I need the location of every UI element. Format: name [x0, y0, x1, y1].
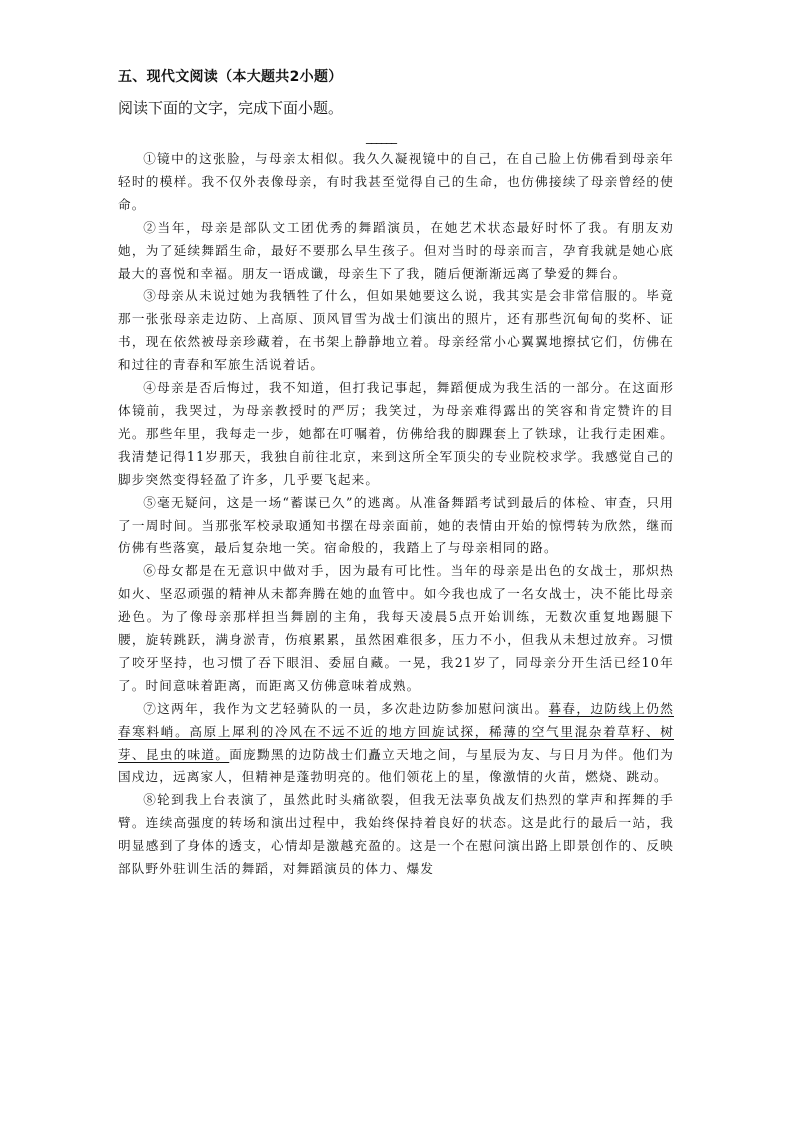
- paragraph-5: ⑤毫无疑问，这是一场“蓄谋已久”的逃离。从准备舞蹈考试到最后的体检、审查，只用了一周时间。当那张军校录取通知书摆在母亲面前，她的表情由开始的惊愕转为欣然，继而仿佛有些落寞，最后复杂地一笑。宿命般的，我踏上了与母亲相同的路。: [118, 494, 674, 556]
- paragraph-2: ②当年，母亲是部队文工团优秀的舞蹈演员，在她艺术状态最好时怀了我。有朋友劝她，为了延续舞蹈生命，最好不要那么早生孩子。但对当时的母亲而言，孕育我就是她心底最大的喜悦和幸福。朋友一语成谶，母亲生下了我，随后便渐渐远离了挚爱的舞台。: [118, 219, 674, 281]
- underlined-passage: 暮春，边防线上仍然春寒料峭。高原上犀利的冷风在不远不近的地方回旋试探，稀薄的空气里混杂着草籽、树芽、昆虫的味道。: [118, 700, 674, 762]
- reading-instruction: 阅读下面的文字，完成下面小题。: [118, 99, 344, 117]
- paragraph-1: ①镜中的这张脸，与母亲太相似。我久久凝视镜中的自己，在自己脸上仿佛看到母亲年轻时的模样。我不仅外表像母亲，有时我甚至觉得自己的生命，也仿佛接续了母亲曾经的使命。: [118, 151, 674, 212]
- paragraph-8: ⑧轮到我上台表演了，虽然此时头痛欲裂，但我无法辜负战友们热烈的掌声和挥舞的手臂。连续高强度的转场和演出过程中，我始终保持着良好的状态。这是此行的最后一站，我明显感到了身体的透支，心情却是激越充盈的。这是一个在慰问演出路上即景创作的、反映部队野外驻训生活的舞蹈，对舞蹈演员的体力、爆发: [118, 792, 674, 877]
- article-title-blank: ______: [366, 130, 396, 144]
- paragraph-6: ⑥母女都是在无意识中做对手，因为最有可比性。当年的母亲是出色的女战士，那炽热如火、坚忍顽强的精神从未都奔腾在她的血管中。如今我也成了一名女战士，决不能比母亲逊色。为了像母亲那样担当舞剧的主角，我每天凌晨5点开始训练，无数次重复地踢腿下腰，旋转跳跃，满身淤青，伤痕累累，虽然困难很多，压力不小，但我从未想过放弃。习惯了咬牙坚持，也习惯了吞下眼泪、委屈自藏。一晃，我21岁了，同母亲分开生活已经10年了。时间意味着距离，而距离又仿佛意味着成熟。: [118, 563, 674, 693]
- paragraph-7: [118, 698, 674, 790]
- paragraph-3: ③母亲从未说过她为我牺牲了什么，但如果她要这么说，我其实是会非常信服的。毕竟那一张张母亲走边防、上高原、顶风冒雪为战士们演出的照片，还有那些沉甸甸的奖杯、证书，现在依然被母亲珍藏着，在书架上静静地立着。母亲经常小心翼翼地擦拭它们，仿佛在和过往的青春和军旅生活说着话。: [118, 288, 674, 373]
- paragraph-4: ④母亲是否后悔过，我不知道，但打我记事起，舞蹈便成为我生活的一部分。在这面形体镜前，我哭过，为母亲教授时的严厉；我笑过，为母亲难得露出的笑容和肯定赞许的目光。那些年里，我每走一步，她都在叮嘱着，仿佛给我的脚踝套上了铁球，让我行走困难。我清楚记得11岁那天，我独自前往北京，来到这所全军顶尖的专业院校求学。我感觉自己的脚步突然变得轻盈了许多，几乎要飞起来。: [118, 380, 674, 487]
- paragraph-7-rest: 面庞黝黑的边防战士们矗立天地之间，与星辰为友、与日月为伴。他们为国戍边，远离家人，但精神是蓬勃明亮的。他们领花上的星，像激情的火苗，燃烧、跳动。: [118, 746, 674, 785]
- paragraph-7-intro: ⑦这两年，我作为文艺轻骑队的一员，多次赴边防参加慰问演出。: [143, 700, 549, 716]
- section-heading: 五、现代文阅读（本大题共2小题）: [118, 69, 343, 85]
- article-body: [118, 148, 674, 881]
